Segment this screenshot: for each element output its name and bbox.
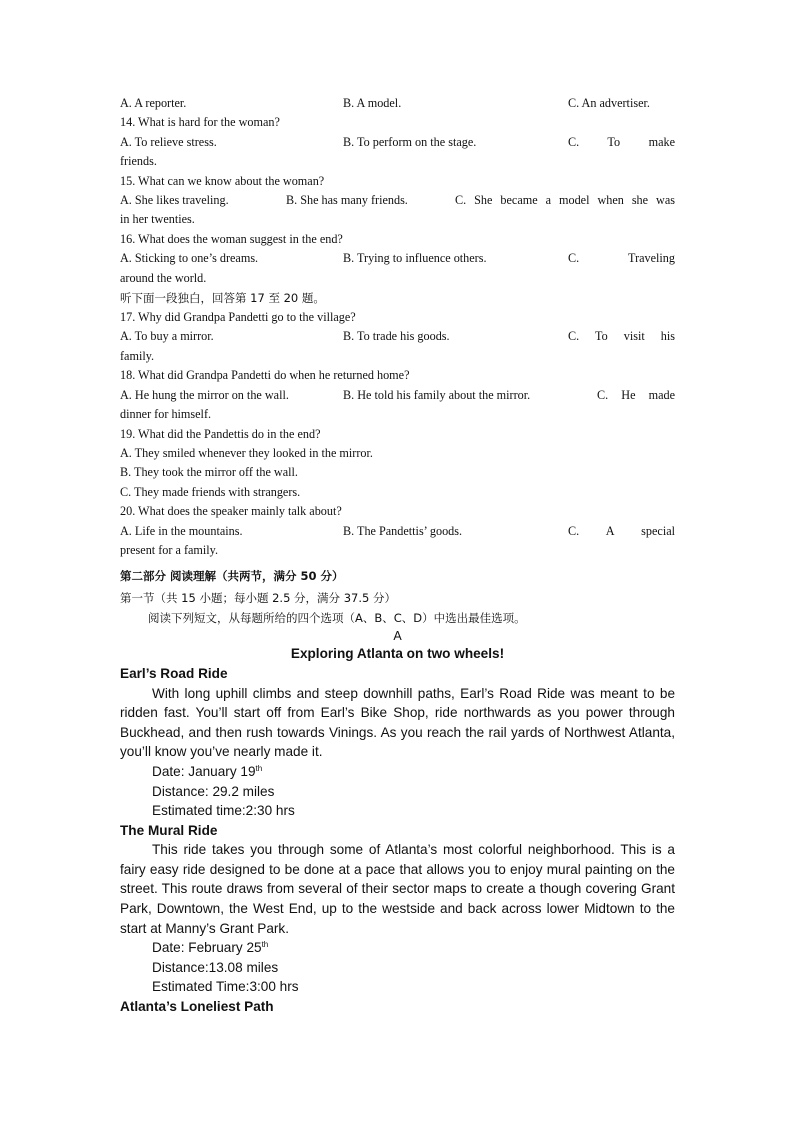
section-instruction: 阅读下列短文，从每题所给的四个选项（A、B、C、D）中选出最佳选项。 [148, 611, 526, 626]
passage-letter: A [393, 629, 402, 644]
ride-date: Date: January 19th [152, 763, 263, 779]
ride-description: With long uphill climbs and steep downhill paths, Earl’s Road Ride was meant to be ridden fast. You’ll start off from Earl’s Bike Shop, ride northwards as you power through Buckhead, and then rush towards Vinings. As you reach the rail yards of Northwest Atlanta, you’ll know you’ve nearly made it. [120, 685, 675, 760]
option-b: B. To trade his goods. [343, 329, 450, 344]
option-b: B. To perform on the stage. [343, 134, 477, 149]
ride-time: Estimated Time:3:00 hrs [152, 979, 299, 995]
option-a: A. A reporter. [120, 96, 187, 110]
option-c: C. To make [568, 134, 675, 149]
q20-question: 20. What does the speaker mainly talk about? [120, 504, 342, 519]
q16-question: 16. What does the woman suggest in the end? [120, 231, 343, 246]
option-b: B. She has many friends. [286, 193, 408, 208]
option-c: C. To visit his [568, 329, 675, 344]
q17-options [120, 327, 675, 346]
ride-name: Earl’s Road Ride [120, 665, 228, 681]
ride-name: The Mural Ride [120, 822, 218, 838]
option-a: A. He hung the mirror on the wall. [120, 387, 289, 402]
option-c: C. A special [568, 523, 675, 538]
option-b: B. The Pandettis’ goods. [343, 523, 463, 538]
q19-option-a: A. They smiled whenever they looked in the mirror. [120, 445, 373, 460]
q15-options [120, 191, 675, 210]
q15-question: 15. What can we know about the woman? [120, 173, 325, 188]
option-c: C. Traveling [568, 251, 675, 266]
q19-option-c: C. They made friends with strangers. [120, 484, 301, 499]
monologue-instruction: 听下面一段独白，回答第 17 至 20 题。 [120, 291, 325, 306]
reading-section [120, 564, 675, 1016]
ride-distance: Distance: 29.2 miles [152, 783, 275, 799]
q17-wrap: family. [120, 348, 155, 363]
q14-wrap: friends. [120, 154, 157, 169]
option-a: A. To relieve stress. [120, 134, 217, 149]
q17-question: 17. Why did Grandpa Pandetti go to the village? [120, 310, 356, 325]
ride-distance: Distance:13.08 miles [152, 959, 279, 975]
option-c: C. He made [597, 387, 675, 402]
option-a: A. She likes traveling. [120, 193, 229, 208]
q18-options [120, 386, 675, 405]
q16-wrap: around the world. [120, 270, 207, 285]
option-b: B. He told his family about the mirror. [343, 387, 531, 402]
q20-wrap: present for a family. [120, 542, 219, 557]
ride-name: Atlanta’s Loneliest Path [120, 999, 274, 1015]
q18-wrap: dinner for himself. [120, 407, 212, 422]
q19-option-b: B. They took the mirror off the wall. [120, 465, 298, 480]
q14-options [120, 133, 675, 152]
option-b: B. A model. [343, 96, 402, 110]
ride-description: This ride takes you through some of Atlanta’s most colorful neighborhood. This is a fairy easy ride designed to be done at a pace that allows you to enjoy mural painting on the street. This route draws from several of their sector maps to create a though covering Grant Park, Downtown, the West End, up to the westside and back across lower Midtown to the start at Manny’s Grant Park. [120, 842, 675, 936]
q14-question: 14. What is hard for the woman? [120, 115, 280, 130]
option-c: C. An advertiser. [568, 96, 650, 110]
exam-page [120, 94, 675, 1017]
option-b: B. Trying to influence others. [343, 251, 487, 266]
ride-time: Estimated time:2:30 hrs [152, 803, 295, 819]
part-title: 第二部分 阅读理解（共两节，满分 50 分） [120, 569, 344, 584]
q19-question: 19. What did the Pandettis do in the end? [120, 426, 321, 441]
option-a: A. Sticking to one’s dreams. [120, 251, 259, 266]
ride-date: Date: February 25th [152, 940, 269, 956]
q20-options [120, 522, 675, 541]
option-a: A. To buy a mirror. [120, 329, 214, 344]
section-title: 第一节（共 15 小题；每小题 2.5 分，满分 37.5 分） [120, 591, 396, 606]
passage-title: Exploring Atlanta on two wheels! [290, 646, 505, 662]
q18-question: 18. What did Grandpa Pandetti do when he returned home? [120, 368, 410, 383]
option-c: C. She became a model when she was [455, 193, 675, 208]
option-a: A. Life in the mountains. [120, 523, 243, 538]
q13-options [120, 94, 675, 113]
listening-section [120, 94, 675, 560]
passage-a [120, 644, 675, 1016]
q16-options [120, 249, 675, 268]
q15-wrap: in her twenties. [120, 212, 195, 227]
